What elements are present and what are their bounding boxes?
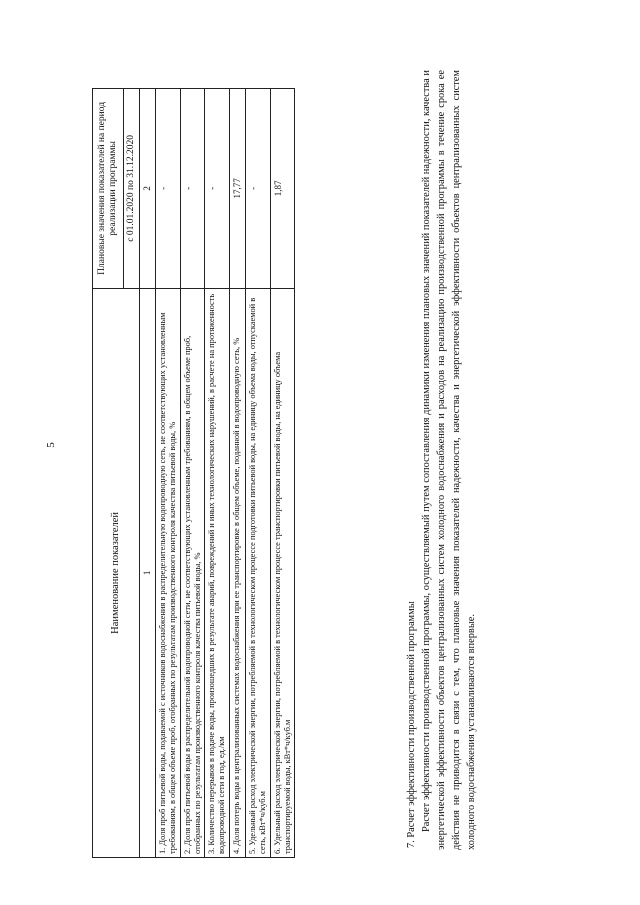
section-paragraph: Расчет эффективности производственной программы, осуществляемый путем сопоставления динамики изменения плановых значений показателей надежности, качества и энергетической эффективности объектов централизованных систем холодного водоснабжения и расходов на реализацию производственной программы в течение срока ее действия не приводится в связи с тем, что плановые значения показателей надежности, качества и энергетической эффективности объектов централизованных систем холодного водоснабжения устанавливаются впервые. [421,70,478,850]
row-indicator-value: 17,77 [230,89,246,289]
row-indicator-name: 1. Доля проб питьевой воды, подаваемой с источников водоснабжения в распределительную водопроводную сеть, не соответствующих установленным требованиям, в общем объеме проб, отобранных по результатам производственного контроля качества питьевой воды, % [155,288,180,857]
row-indicator-name: 5. Удельный расход электрической энергии, потребляемой в технологическом процессе подготовки питьевой воды, на единицу объема воды, отпускаемой в сеть, кВт*ч/куб.м [245,288,270,857]
header-indicator-name: Наименование показателей [93,288,140,857]
section-heading: 7. Расчет эффективности производственной программы [406,601,417,848]
table-column-number-row [140,89,156,858]
row-indicator-value: - [245,89,270,289]
page-number: 5 [44,442,57,448]
header-period: с 01.01.2020 по 31.12.2020 [124,89,140,289]
row-indicator-value: 1,87 [270,89,295,289]
table-row [180,89,205,858]
table-row [205,89,230,858]
rotated-page-content [92,58,622,858]
row-indicator-value: - [155,89,180,289]
column-number-2: 2 [140,89,156,289]
table-row [155,89,180,858]
efficiency-section [404,70,479,850]
header-planned-values: Плановые значения показателей на период реализации программы [93,89,124,289]
table-row [245,89,270,858]
indicators-table [92,88,295,858]
row-indicator-value: - [180,89,205,289]
row-indicator-name: 4. Доля потерь воды в централизованных системах водоснабжения при ее транспортировке в общем объеме, поданной в водопроводную сеть, % [230,288,246,857]
row-indicator-name: 2. Доля проб питьевой воды в распределительной водопроводной сети, не соответствующих установленным требованиям, в общем объеме проб, отобранных по результатам производственного контроля качества питьевой воды, % [180,288,205,857]
table-row [230,89,246,858]
row-indicator-name: 3. Количество перерывов в подаче воды, произошедших в результате аварий, повреждений и иных технологических нарушений, в расчете на протяженность водопроводной сети в год, ед./км [205,288,230,857]
table-header-row [93,89,124,858]
row-indicator-value: - [205,89,230,289]
column-number-1: 1 [140,288,156,857]
row-indicator-name: 6. Удельный расход электрической энергии, потребляемой в технологическом процессе транспортировки питьевой воды, на единицу объема транспортируемой воды, кВт*ч/куб.м [270,288,295,857]
table-row [270,89,295,858]
